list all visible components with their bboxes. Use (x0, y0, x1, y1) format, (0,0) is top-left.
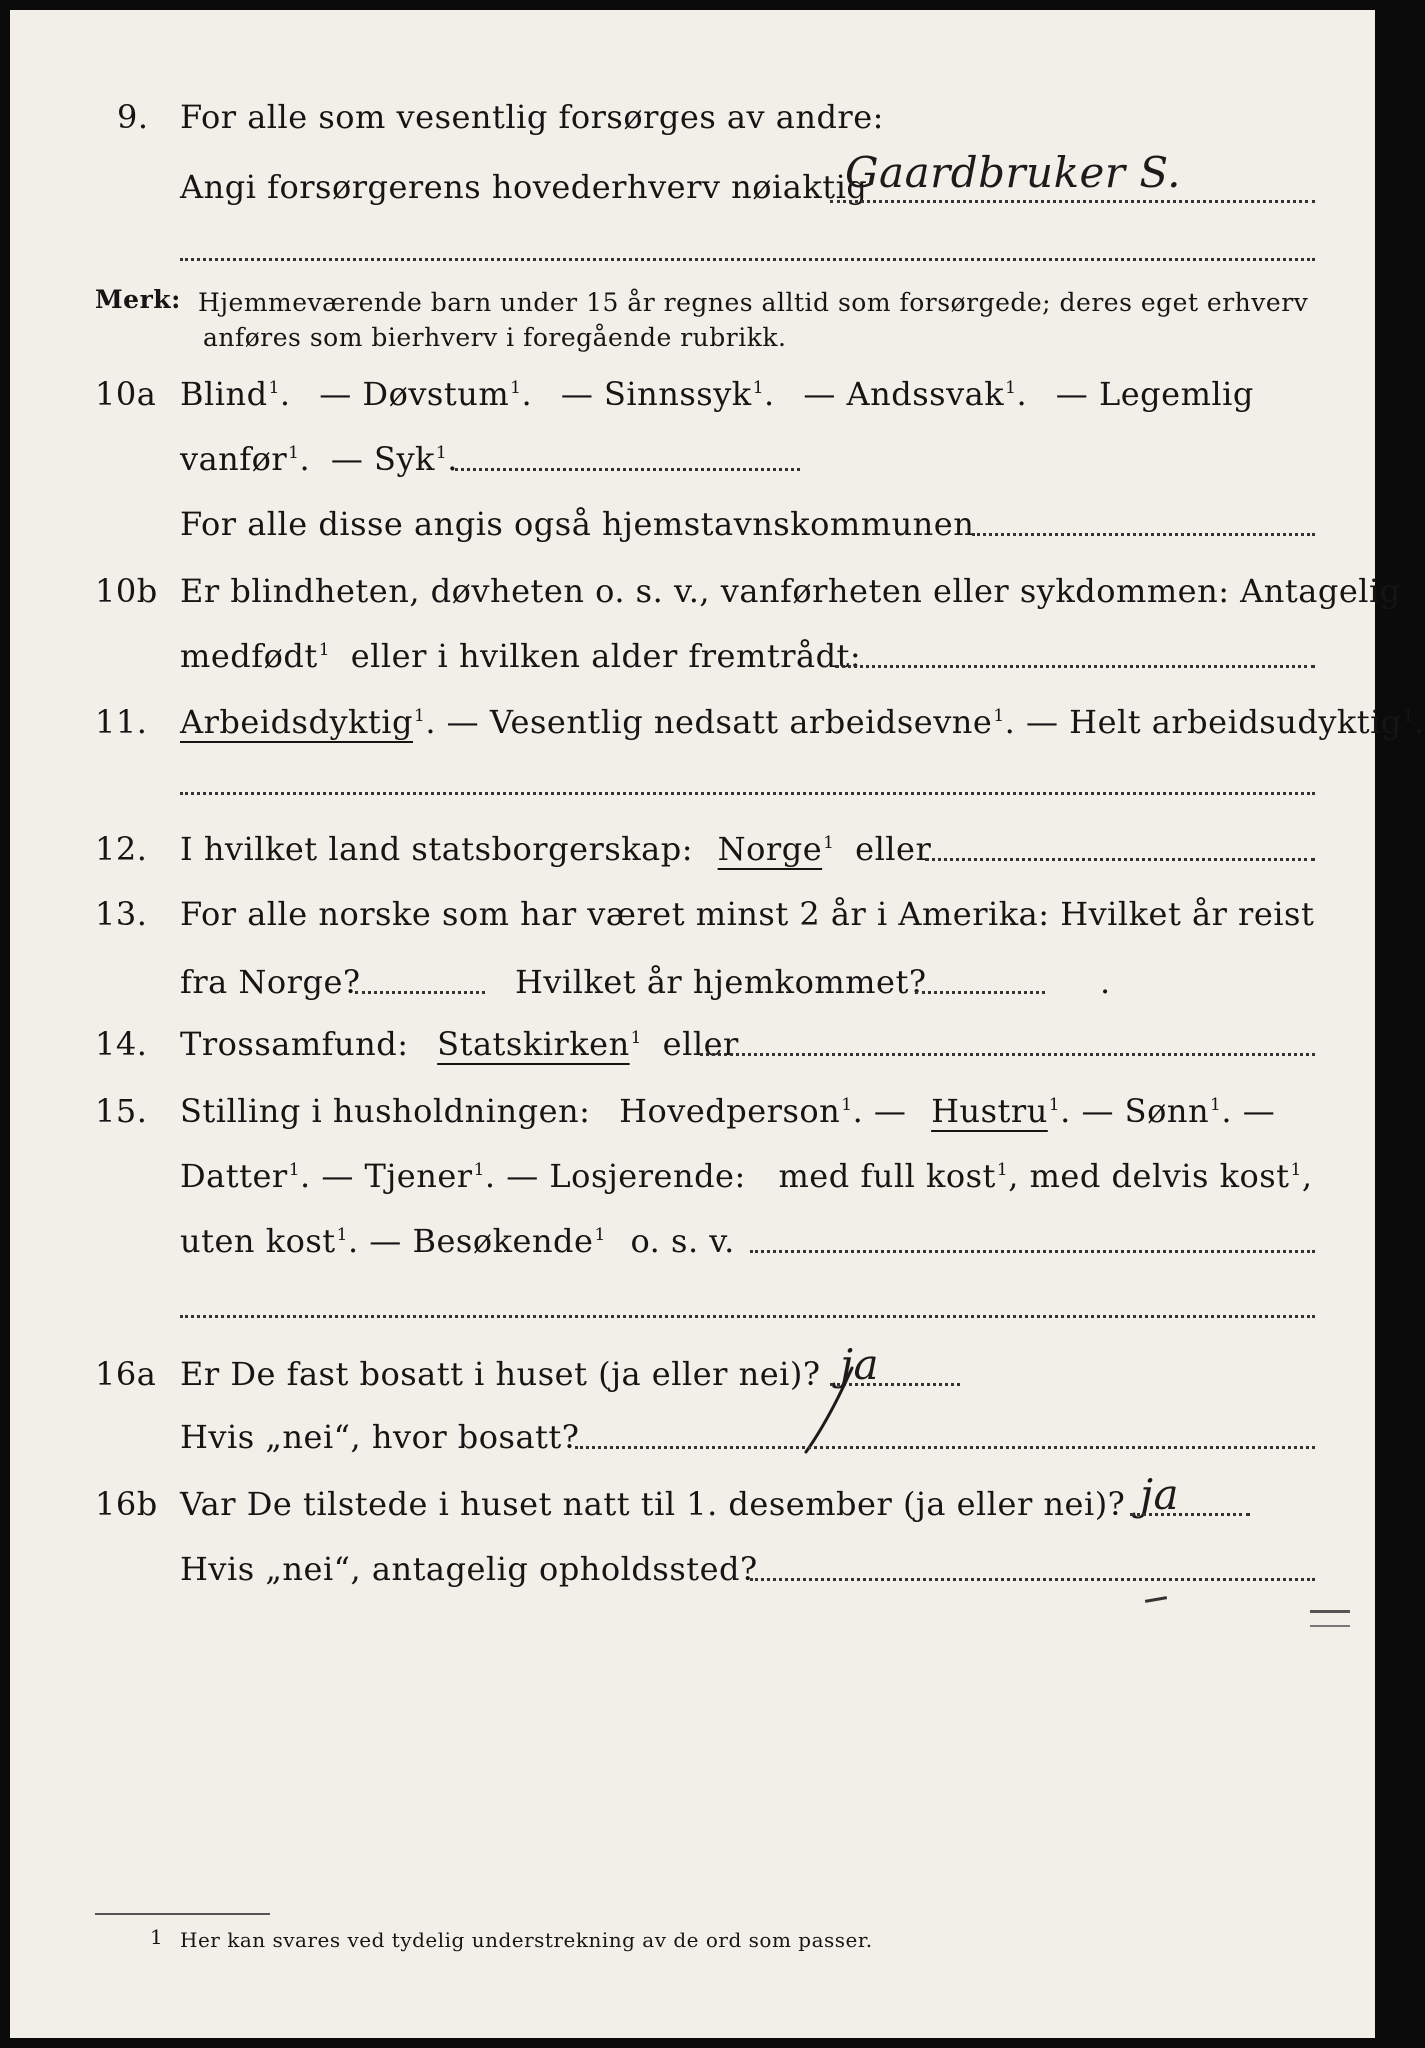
q13-reist-line (355, 991, 485, 994)
option-statskirken-underlined: Statskirken (437, 1025, 630, 1063)
q9-answer-line (830, 200, 1315, 203)
option-sonn: . — Sønn (1060, 1092, 1210, 1130)
q11-extra-line (180, 792, 1315, 795)
q10b-answer-line (835, 665, 1315, 668)
q14-line: Trossamfund: Statskirken$^1$ eller (180, 1025, 739, 1063)
option-full-kost: med full kost (778, 1157, 996, 1195)
q14-question: Trossamfund: (180, 1025, 409, 1063)
q12-number: 12. (95, 830, 148, 868)
q16a-bosatt-line (575, 1446, 1315, 1449)
q16b-handwritten-answer: ja (1140, 1470, 1180, 1519)
option-vanfor: vanfør (180, 440, 288, 478)
q13-hjemkommet-line (915, 991, 1045, 994)
q16b-answer-line (1130, 1513, 1250, 1516)
q10a-line3: For alle disse angis også hjemstavnskommunen (180, 505, 975, 543)
merk-line1: Hjemmeværende barn under 15 år regnes alltid som forsørgede; deres eget erhverv (198, 288, 1309, 317)
q10b-line1: Er blindheten, døvheten o. s. v., vanførheten eller sykdommen: Antagelig (180, 572, 1401, 610)
q10b-line2: medfødt$^1$ eller i hvilken alder fremtrådt: (180, 637, 862, 675)
q16a-number: 16a (95, 1355, 157, 1393)
census-form-page (10, 10, 1425, 2038)
footnote-rule (95, 1913, 270, 1915)
footnote-mark: 1 (150, 1925, 164, 1949)
option-tjener: . — Tjener (300, 1157, 473, 1195)
q16b-line2: Hvis „nei“, antagelig opholdssted? (180, 1550, 758, 1588)
q14-eller: eller (662, 1025, 739, 1063)
option-hovedperson: Hovedperson (619, 1092, 841, 1130)
option-syk: — Syk (330, 440, 435, 478)
q16a-pen-stroke (790, 1360, 870, 1460)
option-datter: Datter (180, 1157, 288, 1195)
q10a-number: 10a (95, 375, 157, 413)
q12-line: I hvilket land statsborgerskap: Norge$^1$ eller (180, 830, 932, 868)
merk-label: Merk: (95, 285, 181, 314)
q10a-hjemstavn-line (972, 533, 1315, 536)
q12-answer-line (925, 858, 1315, 861)
q10a-line2: vanfør$^1$. — Syk$^1$. (180, 440, 458, 478)
q14-answer-line (700, 1053, 1315, 1056)
q12-question: I hvilket land statsborgerskap: (180, 830, 693, 868)
q10b-number: 10b (95, 572, 158, 610)
q15-osv: o. s. v. (630, 1222, 735, 1260)
q13-hjemkommet: Hvilket år hjemkommet? (515, 963, 927, 1001)
stray-pen-mark (1310, 1610, 1350, 1627)
q16b-number: 16b (95, 1485, 158, 1523)
q9-extra-line (180, 258, 1315, 261)
q15-question: Stilling i husholdningen: (180, 1092, 591, 1130)
stray-pen-mark (1145, 1596, 1167, 1603)
q15-extra-line (180, 1315, 1315, 1318)
q13-line1: For alle norske som har været minst 2 år i Amerika: Hvilket år reist (180, 895, 1315, 933)
q15-line1: Stilling i husholdningen: Hovedperson$^1$. — Hustru$^1$. — Sønn$^1$. — (180, 1092, 1276, 1130)
option-nedsatt: . — Vesentlig nedsatt arbeidsevne (425, 703, 993, 741)
q15-answer-line (750, 1250, 1315, 1253)
q13-dot: . (1100, 963, 1111, 1001)
q15-line2: Datter$^1$. — Tjener$^1$. — Losjerende: med full kost$^1$, med delvis kost$^1$, (180, 1157, 1313, 1195)
option-uten-kost: uten kost (180, 1222, 336, 1260)
footnote-text: Her kan svares ved tydelig understrekning av de ord som passer. (180, 1928, 873, 1952)
merk-line2: anføres som bierhverv i foregående rubrikk. (203, 323, 787, 352)
q16b-line1: Var De tilstede i huset natt til 1. desember (ja eller nei)? (180, 1485, 1126, 1523)
option-andssvak: — Andssvak (803, 375, 1005, 413)
option-delvis-kost: , med delvis kost (1008, 1157, 1290, 1195)
option-hustru-underlined: Hustru (931, 1092, 1048, 1130)
q16b-opholdssted-line (750, 1578, 1315, 1581)
option-blind: Blind (180, 375, 268, 413)
q11-line: Arbeidsdyktig$^1$. — Vesentlig nedsatt arbeidsevne$^1$. — Helt arbeidsudyktig$^1$. (180, 703, 1425, 741)
q16a-line1: Er De fast bosatt i huset (ja eller nei)? (180, 1355, 821, 1393)
q13-fra-norge: fra Norge? (180, 963, 361, 1001)
q11-number: 11. (95, 703, 148, 741)
q9-line1: For alle som vesentlig forsørges av andre: (180, 98, 884, 136)
q10a-syk-line (455, 468, 800, 471)
option-dovstum: — Døvstum (319, 375, 510, 413)
option-sinnssyk: — Sinnssyk (560, 375, 752, 413)
q13-number: 13. (95, 895, 148, 933)
q10a-line1: Blind$^1$. — Døvstum$^1$. — Sinnssyk$^1$. — Andssvak$^1$. — Legemlig (180, 375, 1254, 413)
option-norge-underlined: Norge (717, 830, 823, 868)
option-medfodt: medfødt (180, 637, 318, 675)
q14-number: 14. (95, 1025, 148, 1063)
q15-number: 15. (95, 1092, 148, 1130)
q9-handwritten-answer: Gaardbruker S. (845, 148, 1181, 197)
q16a-line2: Hvis „nei“, hvor bosatt? (180, 1418, 580, 1456)
q9-line2: Angi forsørgerens hovederhverv nøiaktig (180, 168, 868, 206)
q15-line3: uten kost$^1$. — Besøkende$^1$ o. s. v. (180, 1222, 735, 1260)
option-losjerende: . — Losjerende: (484, 1157, 746, 1195)
q16a-handwritten-answer: ja (840, 1340, 880, 1389)
q12-eller: eller (855, 830, 932, 868)
option-arbeidsdyktig-underlined: Arbeidsdyktig (180, 703, 413, 741)
option-helt-udyktig: . — Helt arbeidsudyktig (1004, 703, 1402, 741)
q9-number: 9. (117, 98, 149, 136)
option-besokende: . — Besøkende (347, 1222, 594, 1260)
option-legemlig: — Legemlig (1055, 375, 1254, 413)
q10b-alder-text: eller i hvilken alder fremtrådt: (350, 637, 862, 675)
